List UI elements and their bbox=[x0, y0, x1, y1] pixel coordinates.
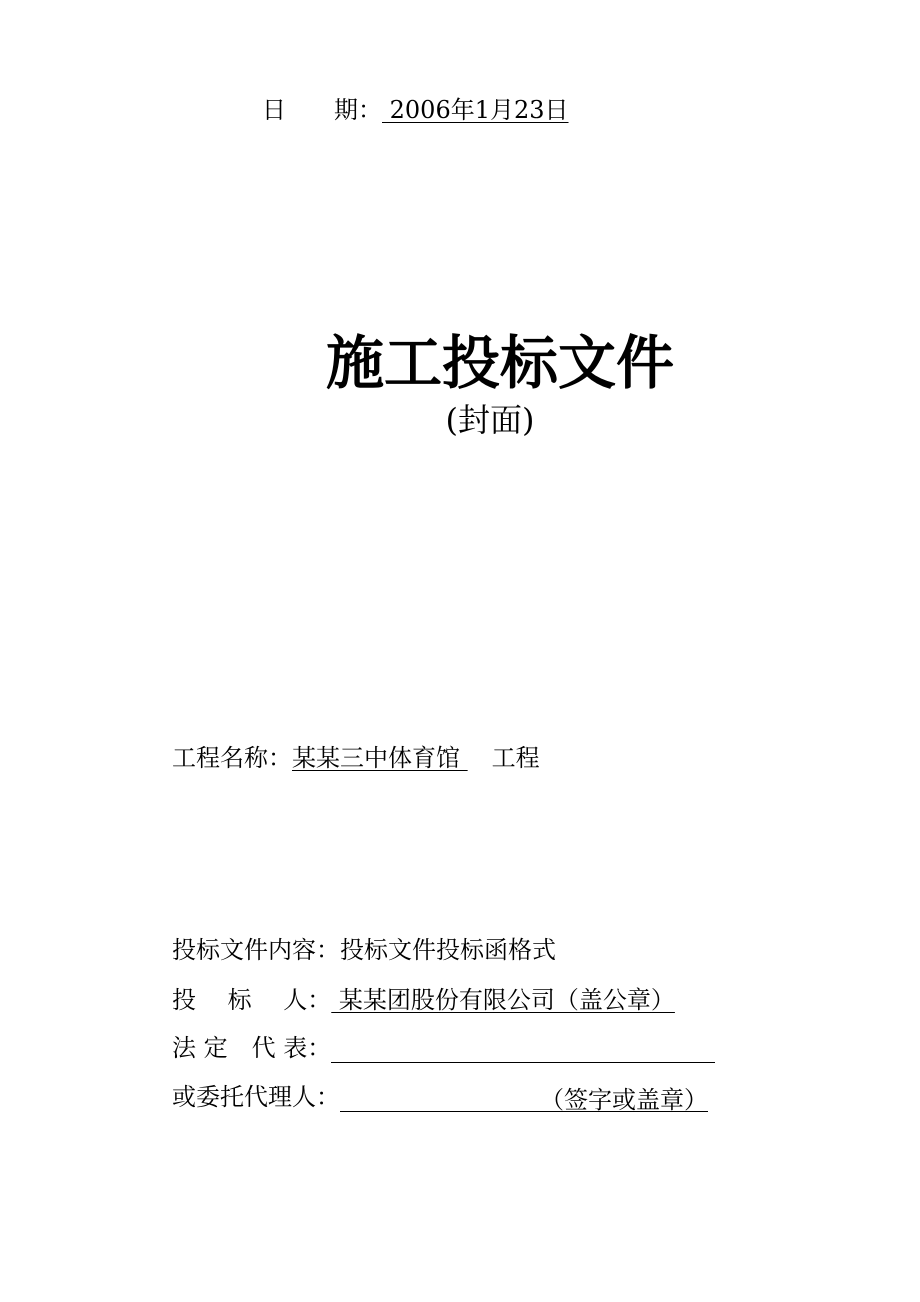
bidder-label: 投 标 人： bbox=[172, 986, 332, 1014]
agent-blank bbox=[340, 1085, 540, 1112]
content-label: 投标文件内容： bbox=[172, 936, 340, 964]
bidder-value: 某某团股份有限公司（盖公章） bbox=[331, 986, 675, 1014]
date-line bbox=[262, 95, 569, 125]
project-suffix: 工程 bbox=[467, 744, 540, 772]
project-value: 某某三中体育馆 bbox=[292, 744, 468, 772]
legal-rep-blank bbox=[331, 1036, 715, 1063]
content-value: 投标文件投标函格式 bbox=[340, 936, 556, 964]
legal-rep-label: 法 定 代 表： bbox=[172, 1034, 332, 1062]
document-subtitle: (封面) bbox=[445, 401, 535, 439]
bidder-line bbox=[172, 985, 675, 1015]
project-label: 工程名称： bbox=[172, 744, 292, 772]
agent-sign-note: （签字或盖章） bbox=[540, 1086, 708, 1114]
legal-rep-line bbox=[172, 1033, 715, 1063]
agent-line bbox=[172, 1082, 708, 1112]
date-value: 2006年1月23日 bbox=[382, 96, 569, 124]
date-label: 日 期： bbox=[262, 96, 382, 124]
project-line bbox=[172, 743, 540, 773]
agent-label: 或委托代理人： bbox=[172, 1083, 340, 1111]
content-line bbox=[172, 935, 556, 965]
document-title: 施工投标文件 bbox=[325, 329, 674, 397]
